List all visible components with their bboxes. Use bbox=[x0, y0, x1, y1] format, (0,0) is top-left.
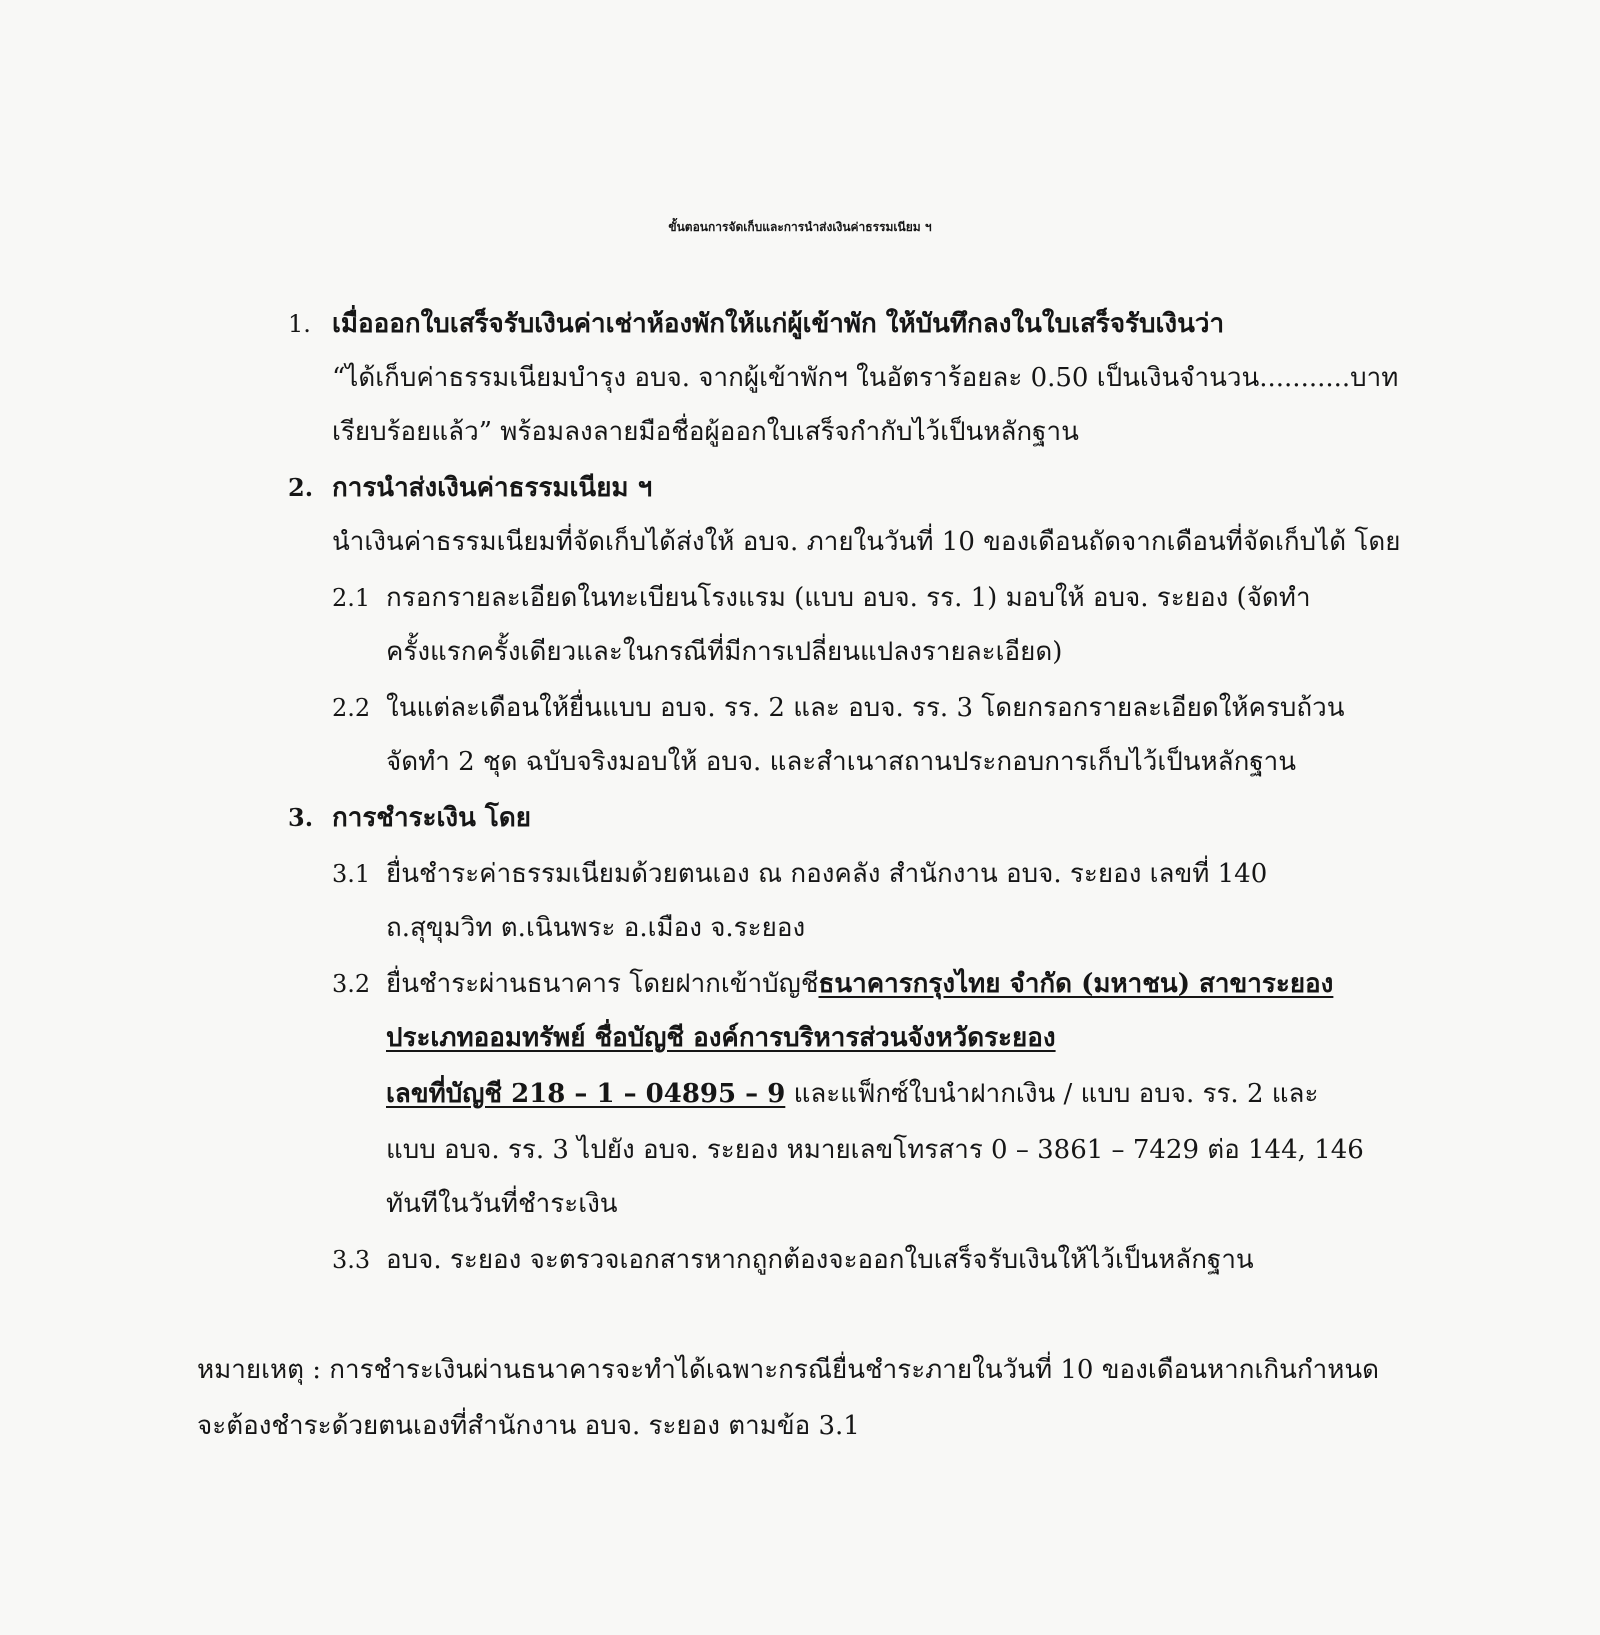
item-2-1-line-2: ครั้งแรกครั้งเดียวและในกรณีที่มีการเปลี่ยนแปลงรายละเอียด) bbox=[386, 637, 1063, 667]
item-2-1-line-1: กรอกรายละเอียดในทะเบียนโรงแรม (แบบ อบจ. รร. 1) มอบให้ อบจ. ระยอง (จัดทำ bbox=[386, 583, 1311, 613]
section-1-number: 1. bbox=[288, 310, 311, 338]
item-3-2-line-4: แบบ อบจ. รร. 3 ไปยัง อบจ. ระยอง หมายเลขโทรสาร 0 – 3861 – 7429 ต่อ 144, 146 bbox=[386, 1135, 1364, 1165]
item-3-2-number: 3.2 bbox=[332, 970, 371, 998]
item-2-2-line-2: จัดทำ 2 ชุด ฉบับจริงมอบให้ อบจ. และสำเนาสถานประกอบการเก็บไว้เป็นหลักฐาน bbox=[386, 747, 1297, 777]
item-3-1-line-2: ถ.สุขุมวิท ต.เนินพระ อ.เมือง จ.ระยอง bbox=[386, 913, 806, 943]
item-3-2-line-5: ทันทีในวันที่ชำระเงิน bbox=[386, 1189, 618, 1219]
section-1-line-1: “ได้เก็บค่าธรรมเนียมบำรุง อบจ. จากผู้เข้าพักฯ ในอัตราร้อยละ 0.50 เป็นเงินจำนวน...........บาท bbox=[332, 363, 1399, 393]
item-2-1-number: 2.1 bbox=[332, 584, 371, 612]
item-3-2-line-3-text: และแฟ็กซ์ใบนำฝากเงิน / แบบ อบจ. รร. 2 และ bbox=[785, 1079, 1319, 1109]
section-2-number: 2. bbox=[288, 473, 314, 502]
item-3-3-number: 3.3 bbox=[332, 1246, 371, 1274]
section-1-line-2: เรียบร้อยแล้ว” พร้อมลงลายมือชื่อผู้ออกใบเสร็จกำกับไว้เป็นหลักฐาน bbox=[332, 417, 1079, 447]
item-3-1-line-1: ยื่นชำระค่าธรรมเนียมด้วยตนเอง ณ กองคลัง สำนักงาน อบจ. ระยอง เลขที่ 140 bbox=[386, 859, 1268, 889]
account-type-name: ประเภทออมทรัพย์ ชื่อบัญชี องค์การบริหารส่วนจังหวัดระยอง bbox=[386, 1023, 1056, 1053]
section-3-heading: การชำระเงิน โดย bbox=[332, 803, 531, 833]
bank-name: ธนาคารกรุงไทย จำกัด (มหาชน) สาขาระยอง bbox=[818, 969, 1334, 999]
page-title: ขั้นตอนการจัดเก็บและการนำส่งเงินค่าธรรมเนียม ฯ bbox=[668, 220, 932, 234]
section-2-heading: การนำส่งเงินค่าธรรมเนียม ฯ bbox=[332, 473, 653, 503]
section-2-intro: นำเงินค่าธรรมเนียมที่จัดเก็บได้ส่งให้ อบจ. ภายในวันที่ 10 ของเดือนถัดจากเดือนที่จัดเก็บได้ โดย bbox=[332, 527, 1401, 557]
item-2-2-number: 2.2 bbox=[332, 694, 371, 722]
section-3-number: 3. bbox=[288, 803, 314, 832]
item-3-2-line-1 bbox=[386, 966, 1333, 1002]
section-1-heading: เมื่อออกใบเสร็จรับเงินค่าเช่าห้องพักให้แก่ผู้เข้าพัก ให้บันทึกลงในใบเสร็จรับเงินว่า bbox=[332, 309, 1225, 339]
item-3-1-number: 3.1 bbox=[332, 860, 371, 888]
item-3-2-line-3 bbox=[386, 1076, 1318, 1112]
note-line-1: หมายเหตุ : การชำระเงินผ่านธนาคารจะทำได้เฉพาะกรณียื่นชำระภายในวันที่ 10 ของเดือนหากเกินกำหนด bbox=[197, 1355, 1379, 1385]
item-3-2-line-1-text: ยื่นชำระผ่านธนาคาร โดยฝากเข้าบัญชี bbox=[386, 969, 819, 999]
item-2-2-line-1: ในแต่ละเดือนให้ยื่นแบบ อบจ. รร. 2 และ อบจ. รร. 3 โดยกรอกรายละเอียดให้ครบถ้วน bbox=[386, 693, 1345, 723]
item-3-3-line-1: อบจ. ระยอง จะตรวจเอกสารหากถูกต้องจะออกใบเสร็จรับเงินให้ไว้เป็นหลักฐาน bbox=[386, 1245, 1254, 1275]
account-number: เลขที่บัญชี 218 – 1 – 04895 – 9 bbox=[386, 1079, 786, 1109]
note-line-2: จะต้องชำระด้วยตนเองที่สำนักงาน อบจ. ระยอง ตามข้อ 3.1 bbox=[197, 1411, 860, 1441]
